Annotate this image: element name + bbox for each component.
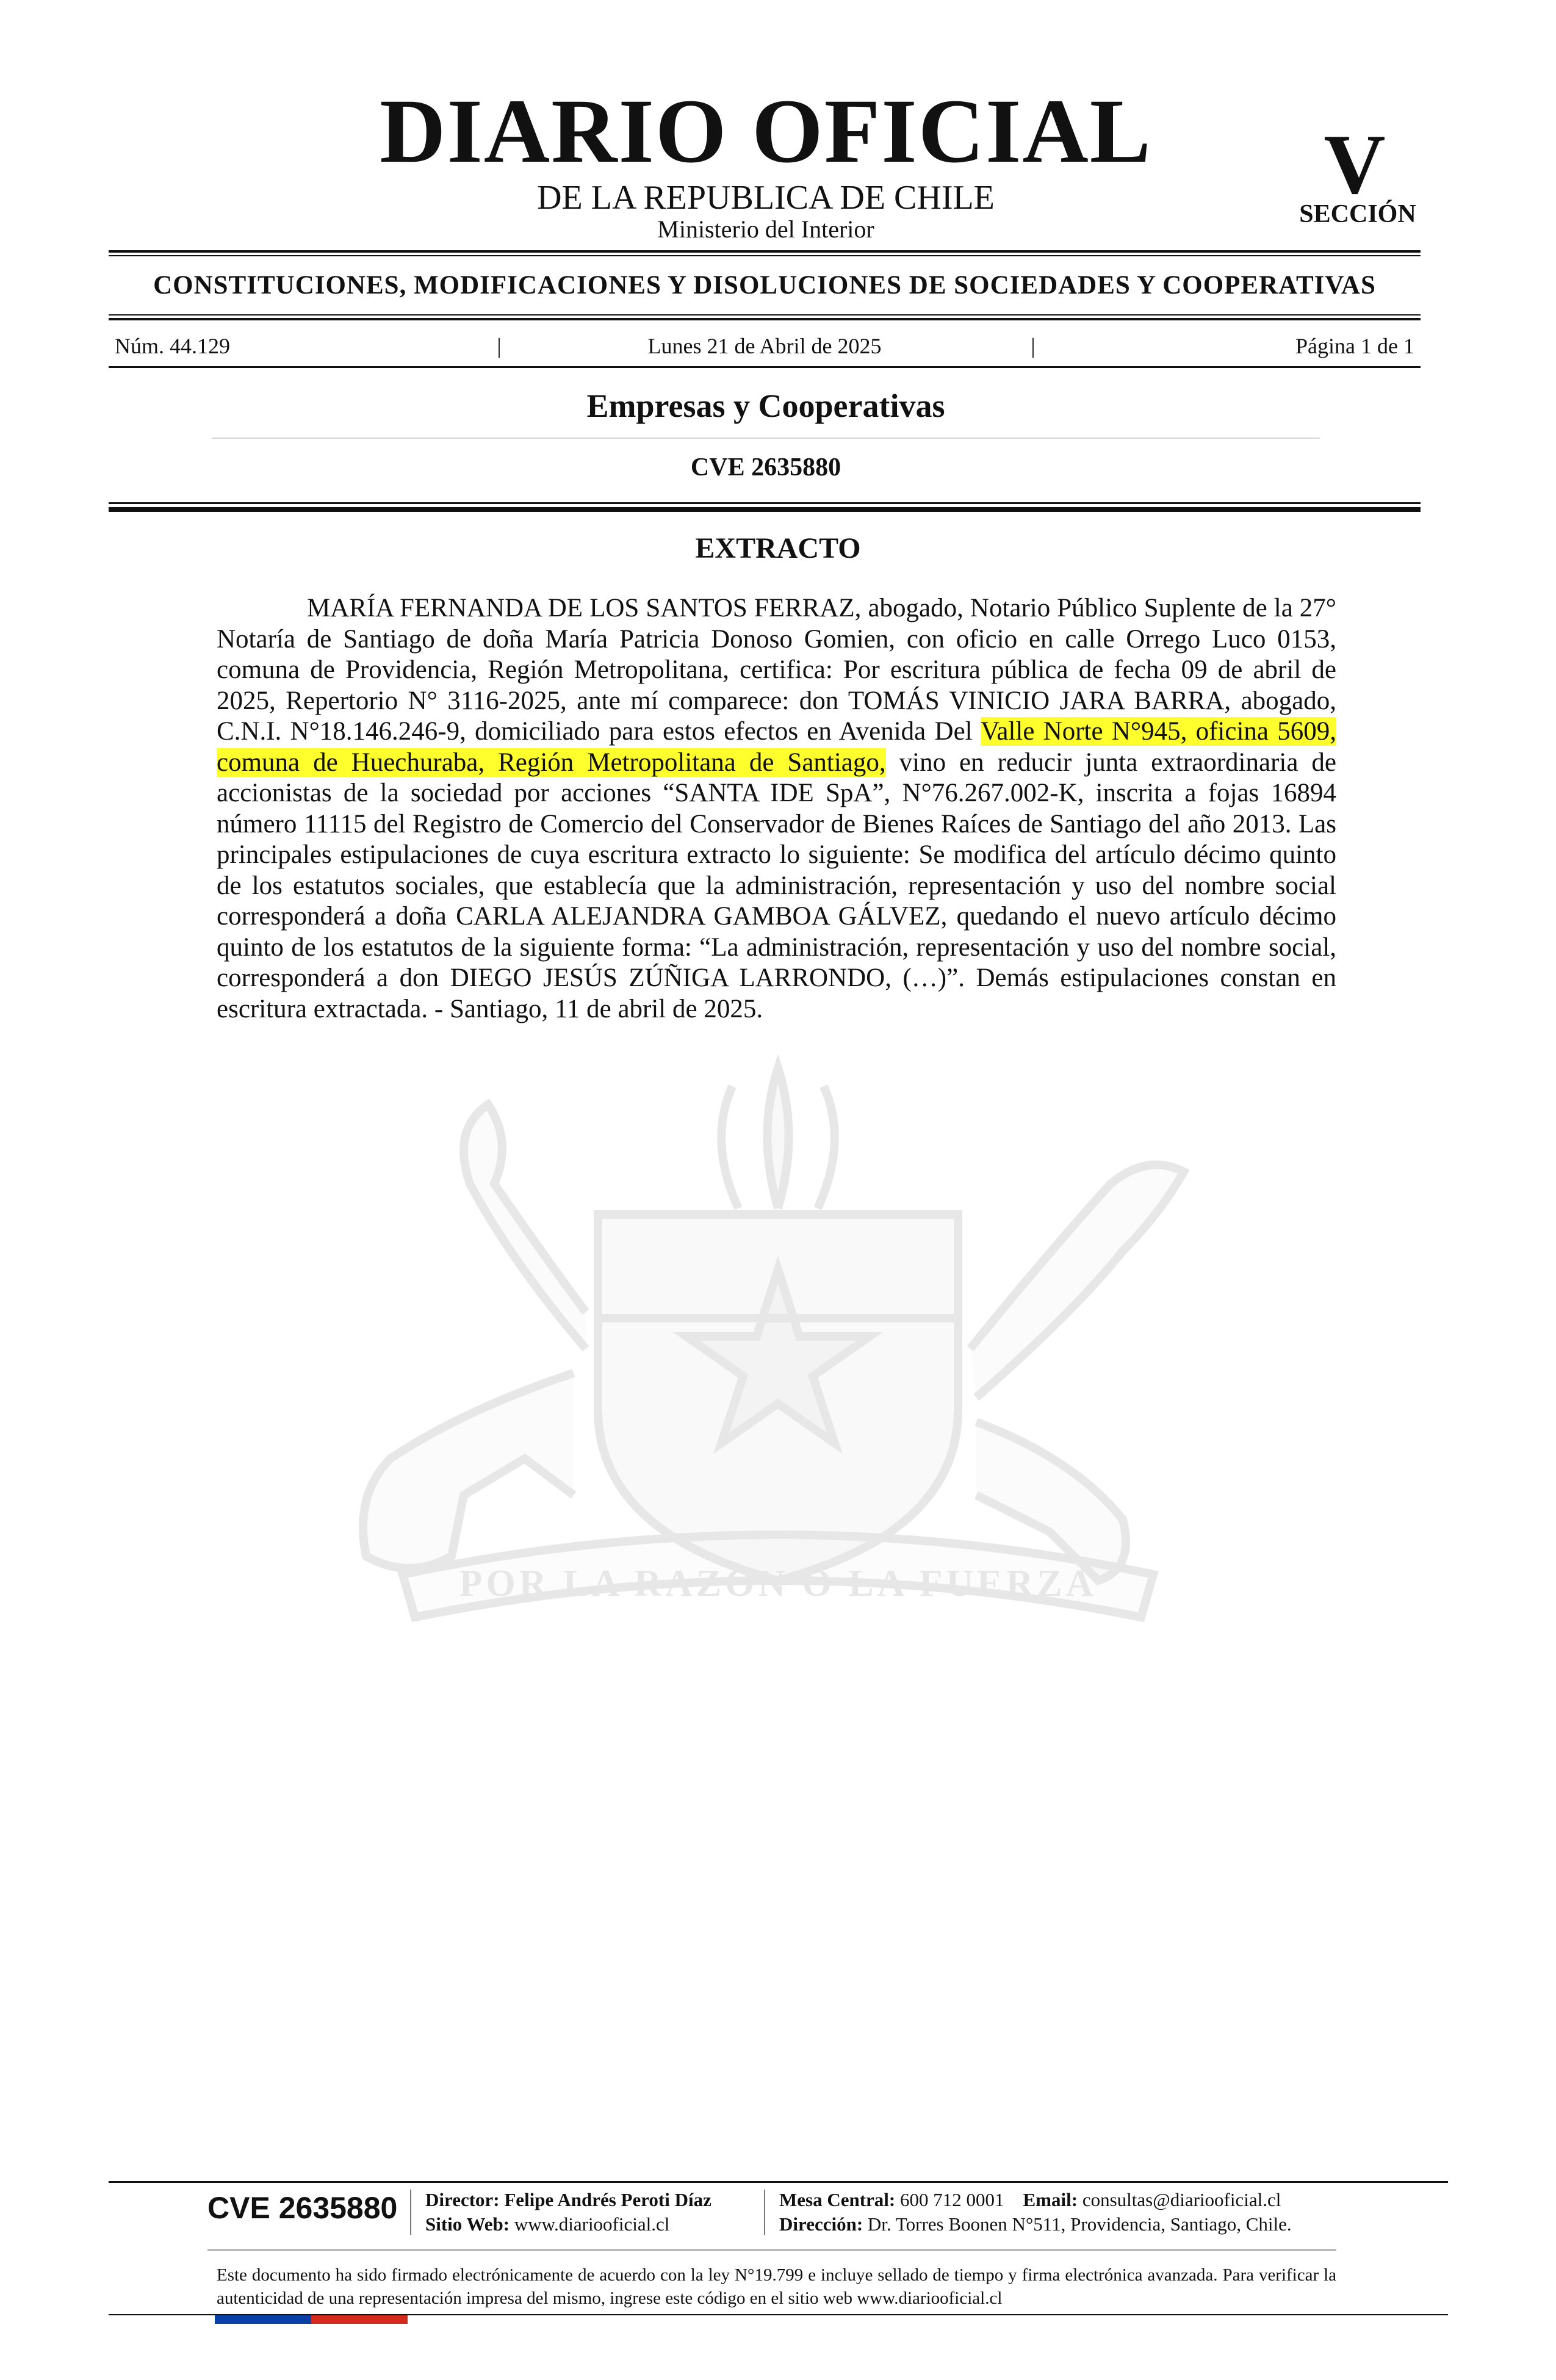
- highlighted-text: Valle Norte N°945, oficina 5609, comuna de Huechuraba, Región Metropolitana de Santiago,: [217, 717, 1336, 777]
- issue-info-row: [109, 334, 1421, 358]
- issue-date: Lunes 21 de Abril de 2025: [647, 334, 882, 358]
- issue-separator: |: [497, 334, 502, 358]
- coat-of-arms-icon: [207, 1031, 1349, 1697]
- issue-separator: |: [1031, 334, 1036, 358]
- category-rule: [109, 318, 1421, 320]
- footer-bottom-rule: [109, 2314, 1448, 2315]
- newspaper-subtitle: DE LA REPUBLICA DE CHILE: [537, 179, 995, 217]
- director-label: Director:: [425, 2189, 500, 2210]
- issue-rule: [109, 366, 1421, 368]
- address-label: Dirección:: [779, 2213, 863, 2235]
- flag-stripe-blue: [215, 2315, 311, 2324]
- verification-note: Este documento ha sido firmado electrónicamente de acuerdo con la ley N°19.799 e incluye sellado de tiempo y firma electrónica avanzada. Para verificar la autenticidad de una representación impresa del mismo, ingrese este código en el sitio web www.diariooficial.cl: [217, 2265, 1336, 2308]
- site-label: Sitio Web:: [425, 2213, 510, 2235]
- address-value: Dr. Torres Boonen N°511, Providencia, Santiago, Chile.: [867, 2213, 1292, 2235]
- newspaper-title: DIARIO OFICIAL: [380, 81, 1152, 182]
- issue-number: Núm. 44.129: [115, 334, 230, 358]
- footer-separator: [410, 2190, 411, 2235]
- section-numeral: V: [1324, 117, 1386, 212]
- footer-separator: [764, 2190, 765, 2235]
- body-text-after: vino en reducir junta extraordinaria de accionistas de la sociedad por acciones “SANTA IDE SpA”, N°76.267.002-K, inscrita a fojas 16894 número 11115 del Registro de Comercio del Conservador de Bienes Raíces de Santiago del año 2013. Las principales estipulaciones de cuya escritura extracto lo siguiente: Se modifica del artículo décimo quinto de los estatutos sociales, que establecía que la administración, representación y uso del nombre social corresponderá a doña CARLA ALEJANDRA GAMBOA GÁLVEZ, quedando el nuevo artículo décimo quinto de los estatutos de la siguiente forma: “La administración, representación y uso del nombre social, corresponderá a don DIEGO JESÚS ZÚÑIGA LARRONDO, (…)”. Demás estipulaciones constan en escritura extractada. - Santiago, 11 de abril de 2025.: [217, 748, 1337, 1023]
- footer-contact-block: [779, 2188, 1292, 2237]
- header-rule-thin: [109, 255, 1421, 256]
- category-rule-thin: [109, 314, 1421, 316]
- ministry-label: Ministerio del Interior: [657, 215, 874, 243]
- page-indicator: Página 1 de 1: [1295, 334, 1414, 358]
- email-label: Email:: [1023, 2189, 1078, 2210]
- phone-value: 600 712 0001: [900, 2189, 1004, 2210]
- section-label: SECCIÓN: [1299, 200, 1416, 228]
- header-rule: [109, 250, 1421, 253]
- phone-label: Mesa Central:: [779, 2189, 896, 2210]
- category-heading: CONSTITUCIONES, MODIFICACIONES Y DISOLUCIONES DE SOCIEDADES Y COOPERATIVAS: [153, 271, 1376, 300]
- footer-director-block: [425, 2188, 711, 2237]
- flag-stripe-red: [311, 2315, 408, 2324]
- subcategory-divider: [212, 438, 1320, 439]
- footer-rule: [109, 2181, 1448, 2183]
- site-link[interactable]: www.diariooficial.cl: [514, 2213, 670, 2235]
- director-name: Felipe Andrés Peroti Díaz: [504, 2189, 711, 2210]
- email-link[interactable]: consultas@diariooficial.cl: [1082, 2189, 1281, 2210]
- footer-divider: [207, 2249, 1336, 2251]
- cve-code: CVE 2635880: [690, 453, 841, 481]
- motto-text: POR LA RAZON O LA FUERZA: [459, 1563, 1097, 1604]
- document-heading: EXTRACTO: [695, 532, 861, 564]
- footer-cve-code: CVE 2635880: [207, 2191, 398, 2225]
- content-rule: [109, 507, 1421, 512]
- extract-body: [217, 593, 1336, 1025]
- subcategory-heading: Empresas y Cooperativas: [586, 388, 945, 424]
- body-text-before: MARÍA FERNANDA DE LOS SANTOS FERRAZ, abogado, Notario Público Suplente de la 27° Notaría de Santiago de doña María Patricia Donoso Gomien, con oficio en calle Orrego Luco 0153, comuna de Providencia, Región Metropolitana, certifica: Por escritura pública de fecha 09 de abril de 2025, Repertorio N° 3116-2025, ante mí comparece: don TOMÁS VINICIO JARA BARRA, abogado, C.N.I. N°18.146.246-9, domiciliado para estos efectos en Avenida Del: [217, 594, 1336, 746]
- content-rule-thin: [109, 502, 1421, 504]
